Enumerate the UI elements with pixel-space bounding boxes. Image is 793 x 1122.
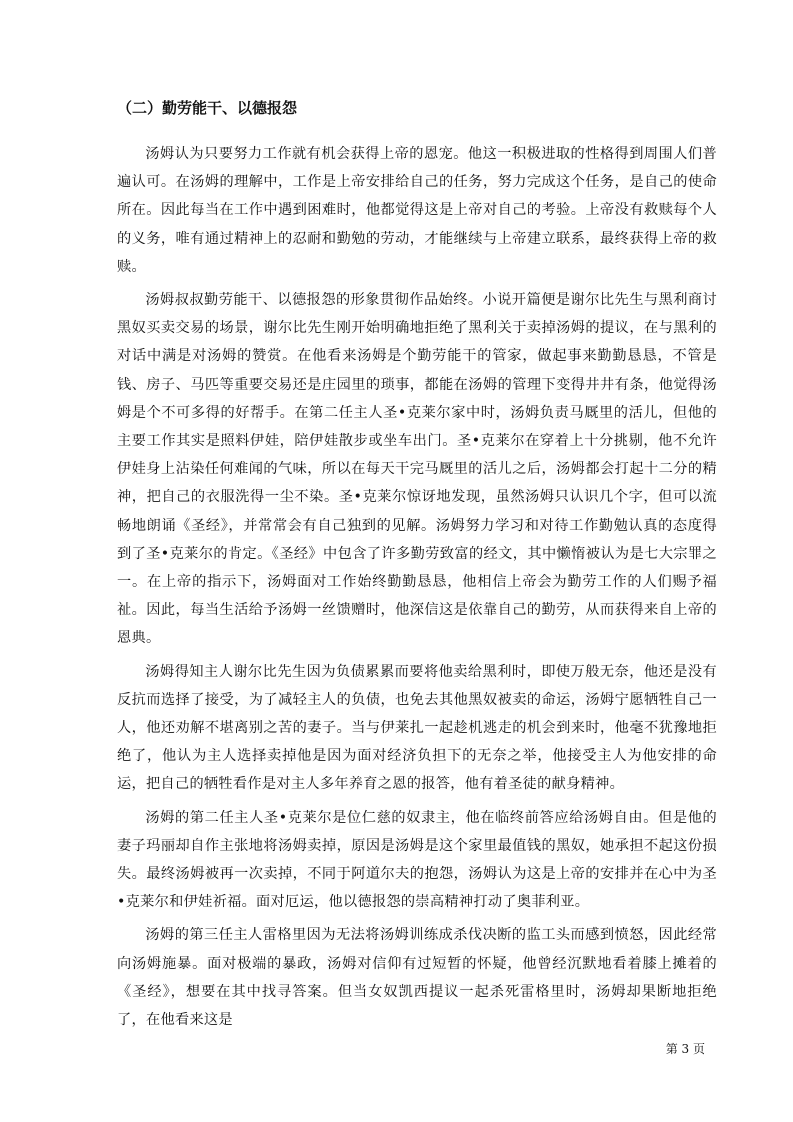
paragraph-1: 汤姆认为只要努力工作就有机会获得上帝的恩宠。他这一积极进取的性格得到周围人们普遍认可。在汤姆的理解中，工作是上帝安排给自己的任务，努力完成这个任务，是自己的使命所在。因此每当在工作中遇到困难时，他都觉得这是上帝对自己的考验。上帝没有救赎每个人的义务，唯有通过精神上的忍耐和勤勉的劳动，才能继续与上帝建立联系，最终获得上帝的救赎。 bbox=[117, 146, 717, 275]
page-number: 第 3 页 bbox=[665, 1042, 705, 1056]
paragraph-2: 汤姆叔叔勤劳能干、以德报怨的形象贯彻作品始终。小说开篇便是谢尔比先生与黑利商讨黑奴买卖交易的场景，谢尔比先生刚开始明确地拒绝了黑利关于卖掉汤姆的提议，在与黑利的对话中满是对汤姆的赞赏。在他看来汤姆是个勤劳能干的管家，做起事来勤勤恳恳，不管是钱、房子、马匹等重要交易还是庄园里的琐事，都能在汤姆的管理下变得井井有条，他觉得汤姆是个不可多得的好帮手。在第二任主人圣•克莱尔家中时，汤姆负责马厩里的活儿，但他的主要工作其实是照料伊娃，陪伊娃散步或坐车出门。圣•克莱尔在穿着上十分挑剔，他不允许伊娃身上沾染任何难闻的气味，所以在每天干完马厩里的活儿之后，汤姆都会打起十二分的精神，把自己的衣服洗得一尘不染。圣•克莱尔惊讶地发现，虽然汤姆只认识几个字，但可以流畅地朗诵《圣经》，并常常会有自己独到的见解。汤姆努力学习和对待工作勤勉认真的态度得到了圣•克莱尔的肯定。《圣经》中包含了许多勤劳致富的经文，其中懒惰被认为是七大宗罪之一。在上帝的指示下，汤姆面对工作始终勤勤恳恳，他相信上帝会为勤劳工作的人们赐予福祉。因此，每当生活给予汤姆一丝馈赠时，他深信这是依靠自己的勤劳，从而获得来自上帝的恩典。 bbox=[117, 292, 717, 647]
paragraph-4: 汤姆的第二任主人圣•克莱尔是位仁慈的奴隶主，他在临终前答应给汤姆自由。但是他的妻子玛丽却自作主张地将汤姆卖掉，原因是汤姆是这个家里最值钱的黑奴，她承担不起这份损失。最终汤姆被再一次卖掉，不同于阿道尔夫的抱怨，汤姆认为这是上帝的安排并在心中为圣•克莱尔和伊娃祈福。面对厄运，他以德报怨的崇高精神打动了奥菲利亚。 bbox=[117, 809, 717, 911]
paragraph-3: 汤姆得知主人谢尔比先生因为负债累累而要将他卖给黑利时，即使万般无奈，他还是没有反抗而选择了接受，为了减轻主人的负债，也免去其他黑奴被卖的命运，汤姆宁愿牺牲自己一人，他还劝解不堪离别之苦的妻子。当与伊莱扎一起趁机逃走的机会到来时，他毫不犹豫地拒绝了，他认为主人选择卖掉他是因为面对经济负担下的无奈之举，他接受主人为他安排的命运，把自己的牺牲看作是对主人多年养育之恩的报答，他有着圣徒的献身精神。 bbox=[117, 663, 717, 793]
page-content bbox=[117, 96, 717, 1039]
paragraph-5: 汤姆的第三任主人雷格里因为无法将汤姆训练成杀伐决断的监工头而感到愤怒，因此经常向汤姆施暴。面对极端的暴政，汤姆对信仰有过短暂的怀疑，他曾经沉默地看着膝上摊着的《圣经》，想要在其中找寻答案。但当女奴凯西提议一起杀死雷格里时，汤姆却果断地拒绝了，在他看来这是 bbox=[117, 927, 717, 1029]
section-heading: （二）勤劳能干、以德报怨 bbox=[117, 99, 298, 117]
